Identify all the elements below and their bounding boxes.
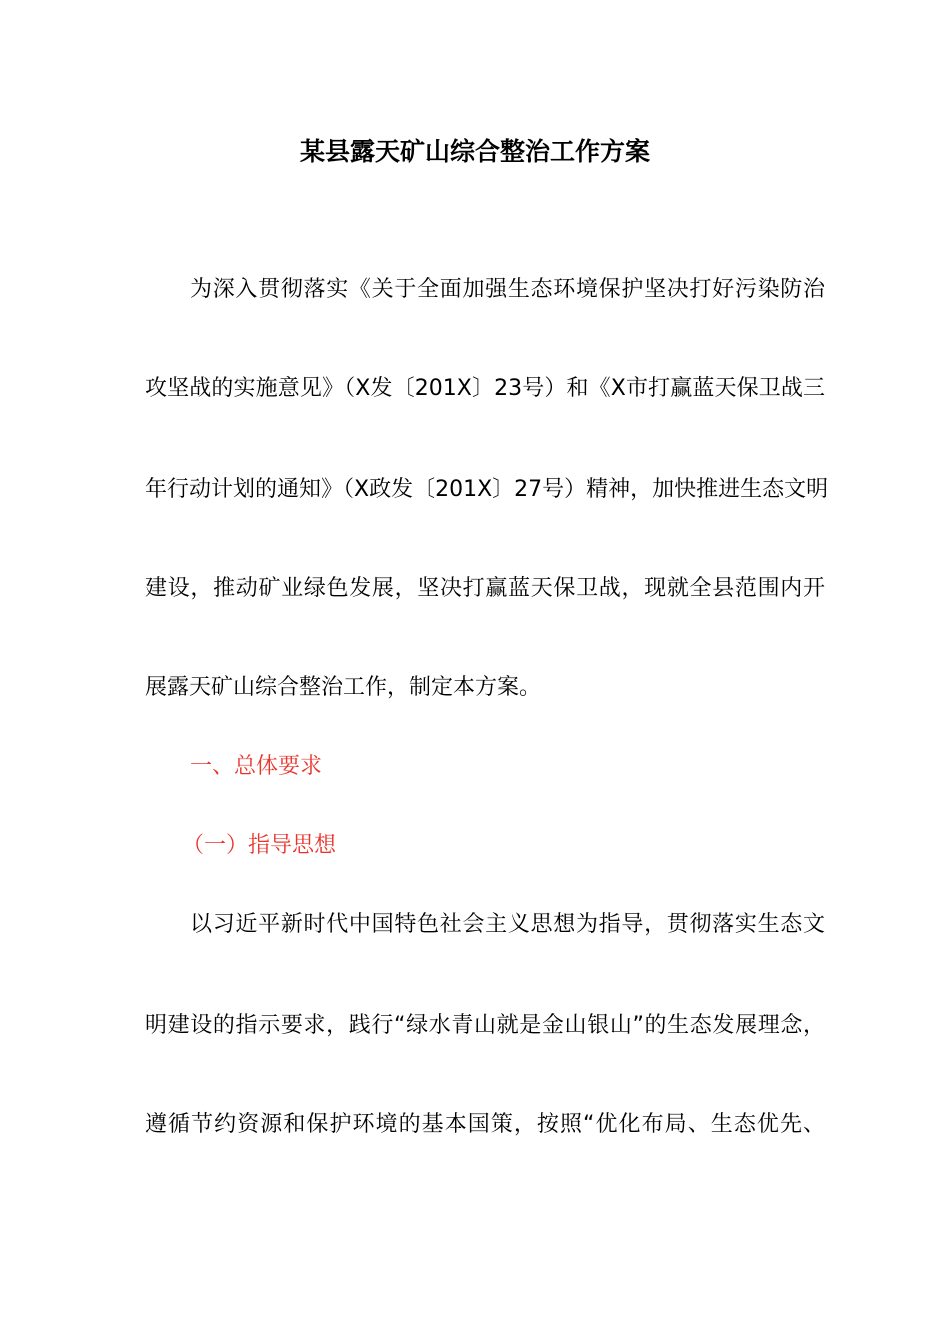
document-title: 某县露天矿山综合整治工作方案 xyxy=(299,137,650,166)
intro-line-3: 年行动计划的通知》（X政发〔201X〕27号）精神，加快推进生态文明 xyxy=(145,477,829,502)
guiding-line-3: 遵循节约资源和保护环境的基本国策，按照“优化布局、生态优先、 xyxy=(145,1112,825,1137)
intro-line-5: 展露天矿山综合整治工作，制定本方案。 xyxy=(145,675,542,700)
intro-line-4: 建设，推动矿业绿色发展，坚决打赢蓝天保卫战，现就全县范围内开 xyxy=(145,576,825,601)
intro-line-1: 为深入贯彻落实《关于全面加强生态环境保护坚决打好污染防治 xyxy=(190,277,825,302)
subsection-heading: （一）指导思想 xyxy=(182,833,337,858)
guiding-line-2: 明建设的指示要求，践行“绿水青山就是金山银山”的生态发展理念， xyxy=(145,1013,825,1038)
section-heading: 一、总体要求 xyxy=(190,754,323,779)
intro-line-2: 攻坚战的实施意见》（X发〔201X〕23号）和《X市打赢蓝天保卫战三 xyxy=(145,376,825,401)
guiding-line-1: 以习近平新时代中国特色社会主义思想为指导，贯彻落实生态文 xyxy=(190,912,825,937)
